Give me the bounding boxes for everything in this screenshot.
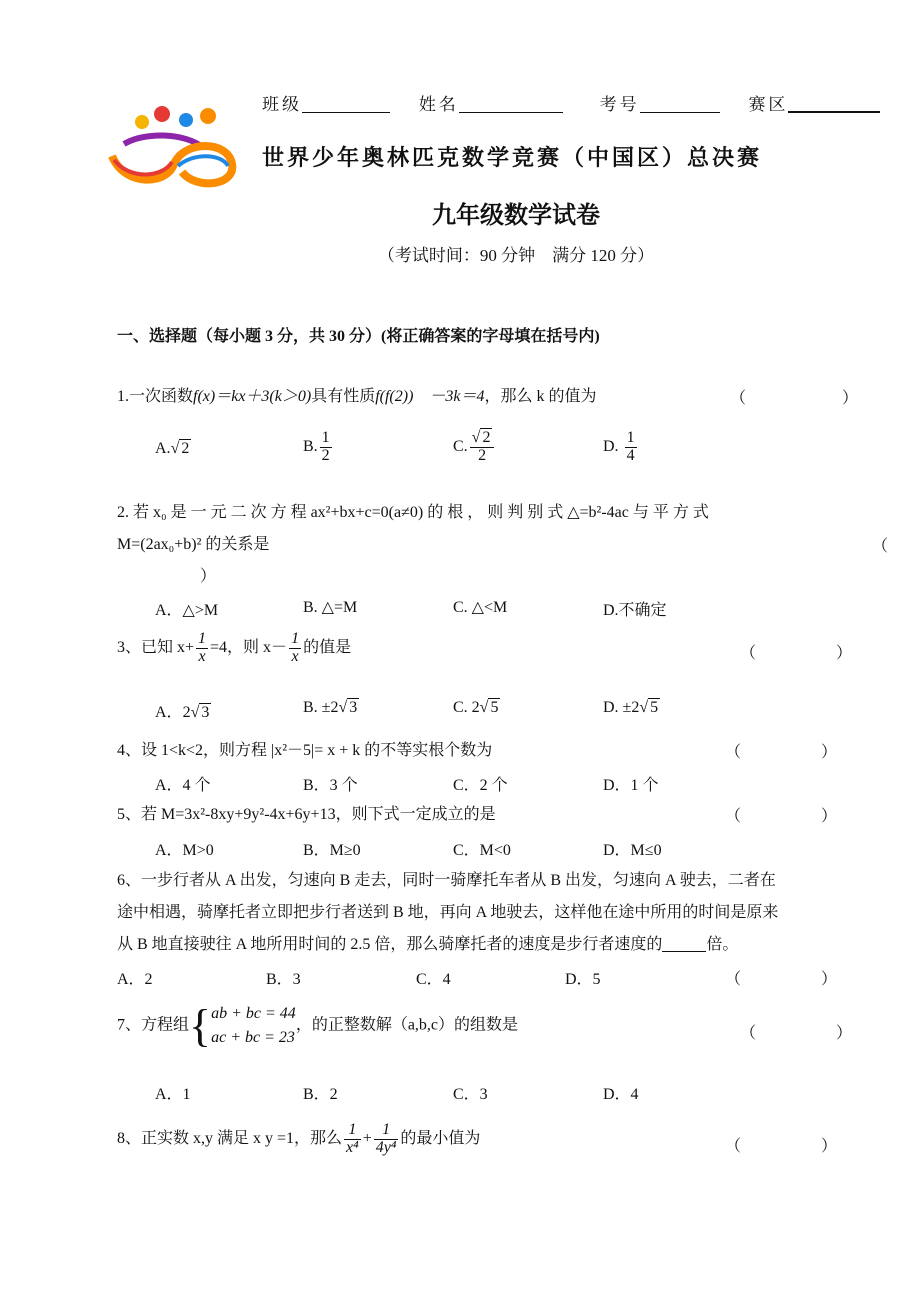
q7-equation-1: ab + bc = 44 — [211, 1005, 296, 1022]
region-label: 赛区 — [748, 95, 789, 115]
q4-option-b[interactable]: B．3 个 — [303, 777, 358, 794]
name-blank[interactable] — [459, 96, 563, 113]
q5-option-c[interactable]: C．M<0 — [453, 842, 511, 859]
answer-paren-4[interactable]: （ ） — [725, 744, 838, 761]
q3-option-a[interactable]: A．2√ 3 — [155, 704, 210, 721]
q5-option-b[interactable]: B．M≥0 — [303, 842, 361, 859]
question-2-line-1: 2. 若 x₀ 是 一 元 二 次 方 程 ax²+bx+c=0(a≠0) 的 根 ， 则 判 别 式 △=b²-4ac 与 平 方 式 — [117, 504, 709, 521]
section-title: 一、选择题（每小题 3 分，共 30 分）(将正确答案的字母填在括号内) — [117, 328, 600, 345]
q7-equation-2: ac + bc = 23 — [211, 1029, 295, 1046]
q5-option-d[interactable]: D．M≤0 — [603, 842, 662, 859]
question-4: 4、设 1<k<2，则方程 |x²－5|= x + k 的不等实根个数为 — [117, 742, 493, 759]
q2-option-d[interactable]: D.不确定 — [603, 602, 667, 619]
paper-title: 九年级数学试卷 — [432, 201, 600, 229]
q1-option-b[interactable]: B. $\frac{1}{2}$ — [303, 429, 330, 464]
q6-option-b[interactable]: B．3 — [266, 971, 301, 988]
q7-option-d[interactable]: D．4 — [603, 1086, 639, 1103]
q2-option-b[interactable]: B. △=M — [303, 599, 358, 616]
answer-paren-7[interactable]: （ ） — [740, 1025, 853, 1042]
q7-option-b[interactable]: B．2 — [303, 1086, 338, 1103]
q2-option-a[interactable]: A．△>M — [155, 602, 219, 619]
answer-paren-2-close[interactable]: ） — [200, 568, 217, 585]
question-7: 7、方程组{ ab + bc = 44 ac + bc = 23 ，的正整数解（a,b,c）的组数是 — [117, 1000, 519, 1051]
q2-option-c[interactable]: C. △<M — [453, 599, 508, 616]
id-label: 考号 — [599, 95, 640, 115]
id-blank[interactable] — [640, 96, 720, 113]
question-6-line-2: 途中相遇，骑摩托者立即把步行者送到 B 地，再向 A 地驶去，这样他在途中所用的时间是原来 — [117, 904, 779, 921]
answer-paren-2-open[interactable]: （ — [872, 538, 889, 555]
answer-paren-6[interactable]: （ ） — [725, 971, 838, 988]
header-fields — [262, 90, 880, 115]
q3-option-b[interactable]: B. ±2√ 3 — [303, 699, 358, 716]
class-label: 班级 — [262, 95, 302, 115]
q4-option-a[interactable]: A．4 个 — [155, 777, 211, 794]
q6-option-d[interactable]: D．5 — [565, 971, 601, 988]
question-6-line-1: 6、一步行者从 A 出发，匀速向 B 走去，同时一骑摩托车者从 B 出发，匀速向 A 驶去，二者在 — [117, 872, 776, 889]
q3-option-d[interactable]: D. ±2√ 5 — [603, 699, 659, 716]
answer-paren-1[interactable]: （ ） — [730, 390, 859, 407]
q1-option-d[interactable]: D. $\frac{1}{4}$ — [603, 429, 635, 464]
region-blank[interactable] — [788, 95, 880, 113]
q4-option-c[interactable]: C．2 个 — [453, 777, 508, 794]
answer-paren-8[interactable]: （ ） — [725, 1138, 838, 1155]
q7-option-a[interactable]: A．1 — [155, 1086, 191, 1103]
answer-paren-5[interactable]: （ ） — [725, 808, 838, 825]
class-blank[interactable] — [302, 96, 390, 113]
contest-title: 世界少年奥林匹克数学竞赛（中国区）总决赛 — [262, 146, 763, 171]
question-2-line-2: M=(2ax₀+b)² 的关系是 — [117, 536, 270, 553]
q3-option-c[interactable]: C. 2√ 5 — [453, 699, 499, 716]
q6-answer-blank[interactable] — [662, 935, 706, 952]
q6-option-c[interactable]: C．4 — [416, 971, 451, 988]
answer-paren-3[interactable]: （ ） — [740, 645, 853, 662]
question-5: 5、若 M=3x²-8xy+9y²-4x+6y+13，则下式一定成立的是 — [117, 806, 496, 823]
question-8: 8、正实数 x,y 满足 x y =1，那么 $\frac{1}{\text{x⁴}}$ + $\frac{1}{\text{4y⁴}}$ 的最小值为 — [117, 1121, 481, 1156]
q1-option-c[interactable]: C. $\frac{√ 2}{2}$ — [453, 430, 496, 465]
contest-logo — [104, 104, 240, 194]
q4-option-d[interactable]: D．1 个 — [603, 777, 659, 794]
question-3: 3、已知 x+ $\frac{1}{x}$ =4，则 x－ $\frac{1}{x}$ 的值是 — [117, 630, 352, 665]
q6-option-a[interactable]: A．2 — [117, 971, 153, 988]
question-6-line-3: 从 B 地直接驶往 A 地所用时间的 2.5 倍，那么骑摩托者的速度是步行者速度的 倍。 — [117, 936, 739, 953]
q5-option-a[interactable]: A．M>0 — [155, 842, 214, 859]
q1-option-a[interactable]: A.√ 2 — [155, 440, 190, 457]
q7-option-c[interactable]: C．3 — [453, 1086, 488, 1103]
name-label: 姓名 — [418, 95, 459, 115]
exam-info: （考试时间：90 分钟 满分 120 分） — [377, 246, 655, 265]
question-1: 1.一次函数f(x)＝kx＋3(k＞0)具有性质f(f(2)) －3k＝4，那么 k 的值为 — [117, 388, 597, 405]
